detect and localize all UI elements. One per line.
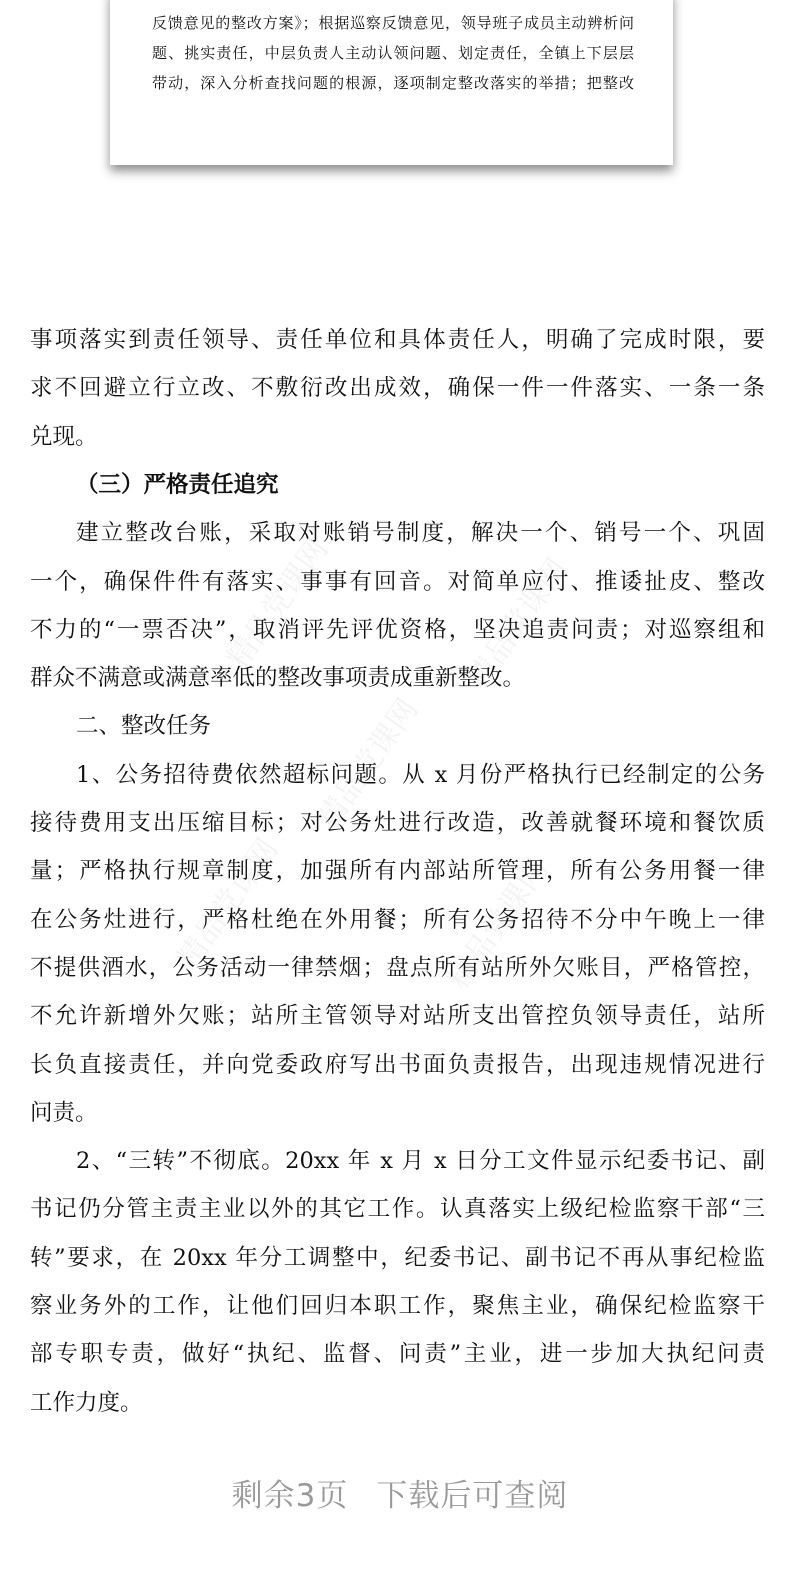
paragraph-line: 不提供酒水，公务活动一律禁烟；盘点所有站所外欠账目，严格管控，	[30, 954, 765, 981]
card-line: 反馈意见的整改方案》；根据巡察反馈意见，领导班子成员主动辨析问	[152, 14, 634, 32]
paragraph-line: 二、整改任务	[76, 713, 212, 740]
paragraph-line: 一个，确保件件有落实、事事有回音。对简单应付、推诿扯皮、整改	[30, 568, 765, 595]
paragraph-line: 转”要求，在 20xx 年分工调整中，纪委书记、副书记不再从事纪检监	[30, 1244, 765, 1271]
paragraph-line: 问责。	[30, 1099, 98, 1126]
watermark: 精品党课网	[220, 532, 336, 676]
paragraph-line: 事项落实到责任领导、责任单位和具体责任人，明确了完成时限，要	[30, 327, 765, 353]
remaining-pages-text: 剩余3页	[231, 1478, 349, 1514]
paragraph-line: 2、“三转”不彻底。20xx 年 x 月 x 日分工文件显示纪委书记、副	[76, 1148, 765, 1175]
watermark: 精品党课网	[440, 852, 556, 996]
paragraph-line: 察业务外的工作，让他们回归本职工作，聚焦主业，确保纪检监察干	[30, 1293, 765, 1319]
paragraph-line: 兑现。	[30, 423, 98, 450]
paragraph-line: 长负直接责任，并向党委政府写出书面负责报告，出现违规情况进行	[30, 1051, 765, 1078]
download-to-view-text[interactable]: 下载后可查阅	[376, 1478, 569, 1514]
paragraph-line: 书记仍分管主责主业以外的其它工作。认真落实上级纪检监察干部“三	[30, 1196, 765, 1223]
download-prompt[interactable]	[0, 1470, 800, 1515]
watermark: 精品党课网	[170, 832, 286, 976]
paragraph-line: 在公务灶进行，严格杜绝在外用餐；所有公务招待不分中午晚上一律	[30, 906, 765, 933]
paragraph-line: 工作力度。	[30, 1389, 143, 1416]
watermark: 精品党课网	[310, 692, 426, 836]
paragraph-line: 不允许新增外欠账；站所主管领导对站所支出管控负领导责任，站所	[30, 1003, 765, 1030]
paragraph-line: 接待费用支出压缩目标；对公务灶进行改造，改善就餐环境和餐饮质	[30, 810, 765, 836]
paragraph-line: 1、公务招待费依然超标问题。从 x 月份严格执行已经制定的公务	[76, 761, 765, 788]
section-heading: （三）严格责任追究	[76, 471, 279, 498]
paragraph-line: 建立整改台账，采取对账销号制度，解决一个、销号一个、巩固	[76, 520, 765, 547]
page-preview-card	[110, 0, 673, 165]
paragraph-line: 求不回避立行立改、不敷衍改出成效，确保一件一件落实、一条一条	[30, 375, 765, 402]
paragraph-line: 部专职专责，做好“执纪、监督、问责”主业，进一步加大执纪问责	[30, 1341, 765, 1368]
card-line: 带动，深入分析查找问题的根源，逐项制定整改落实的举措；把整改	[152, 74, 634, 92]
card-line: 题、挑实责任，中层负责人主动认领问题、划定责任，全镇上下层层	[152, 44, 634, 62]
watermark: 精品党课网	[460, 552, 576, 696]
paragraph-line: 群众不满意或满意率低的整改事项责成重新整改。	[30, 665, 526, 692]
paragraph-line: 不力的“一票否决”，取消评先评优资格，坚决追责问责；对巡察组和	[30, 616, 765, 643]
paragraph-line: 量；严格执行规章制度，加强所有内部站所管理，所有公务用餐一律	[30, 858, 765, 885]
